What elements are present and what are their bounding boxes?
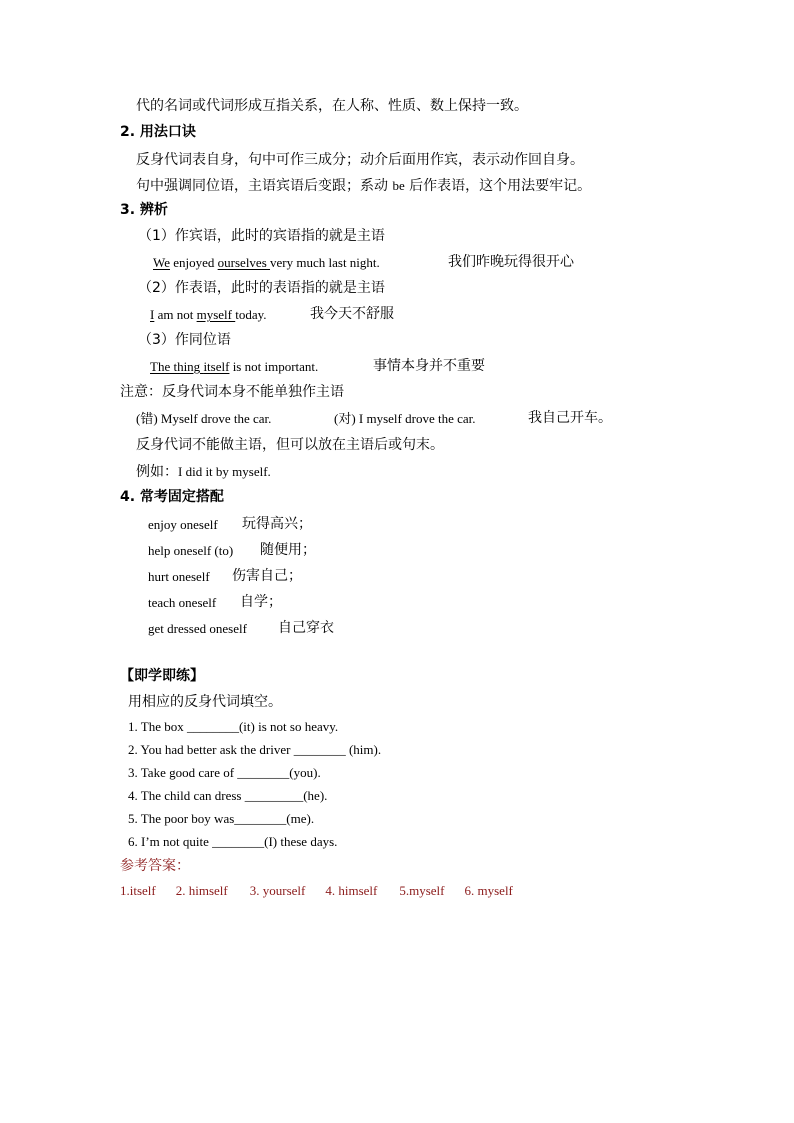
note-right-translation: 我自己开车。 bbox=[528, 410, 612, 426]
rhyme-line-2-part-b: 后作表语，这个用法要牢记。 bbox=[404, 178, 592, 194]
note-heading bbox=[120, 382, 344, 402]
collocation-zh: 自己穿衣 bbox=[278, 620, 334, 636]
case-1-translation: 我们昨晚玩得很开心 bbox=[448, 254, 574, 270]
section-3-heading: 3. 辨析 bbox=[120, 202, 168, 218]
case-1-rest: very much last night. bbox=[270, 255, 380, 270]
note-title: 注意：反身代词本身不能单独作主语 bbox=[120, 384, 344, 400]
section-2-heading: 2. 用法口诀 bbox=[120, 124, 196, 140]
answer-key-row bbox=[120, 881, 513, 901]
practice-question: 3. Take good care of ________(you). bbox=[128, 765, 321, 780]
answer-item: 2. himself bbox=[175, 883, 228, 898]
section-4-heading: 4. 常考固定搭配 bbox=[120, 489, 224, 505]
note-example bbox=[136, 462, 271, 482]
case-2-verb: am not bbox=[154, 307, 197, 322]
note-example-label: 例如： bbox=[136, 464, 178, 480]
collocation-zh: 玩得高兴； bbox=[242, 516, 312, 532]
case-2-subject: I bbox=[150, 307, 155, 322]
answer-item: 3. yourself bbox=[249, 883, 306, 898]
collocation-zh: 自学； bbox=[240, 594, 282, 610]
case-1-reflexive: ourselves bbox=[217, 255, 271, 270]
note-example-text: I did it by myself. bbox=[178, 464, 271, 479]
case-3-label: （3）作同位语 bbox=[138, 332, 231, 348]
case-3-reflexive: itself bbox=[203, 359, 230, 374]
practice-question: 1. The box ________(it) is not so heavy. bbox=[128, 719, 339, 734]
case-3-example bbox=[150, 357, 318, 377]
answer-item: 1.itself bbox=[120, 883, 156, 898]
practice-heading: 【即学即练】 bbox=[120, 668, 204, 684]
intro-line: 代的名词或代词形成互指关系，在人称、性质、数上保持一致。 bbox=[136, 98, 528, 114]
note-wrong-example: (错) Myself drove the car. bbox=[136, 411, 272, 426]
collocation-zh: 伤害自己； bbox=[232, 568, 302, 584]
case-1-subject: We bbox=[153, 255, 170, 270]
case-2-translation: 我今天不舒服 bbox=[310, 306, 394, 322]
rhyme-line-1: 反身代词表自身，句中可作三成分；动介后面用作宾，表示动作回自身。 bbox=[136, 152, 584, 168]
collocation-en: enjoy oneself bbox=[148, 517, 218, 532]
case-1-example bbox=[153, 253, 380, 273]
collocation-en: help oneself (to) bbox=[148, 543, 234, 558]
case-3-subject: The thing bbox=[150, 359, 204, 374]
answer-item: 6. myself bbox=[464, 883, 513, 898]
collocation-zh: 随便用； bbox=[260, 542, 316, 558]
case-2-example bbox=[150, 305, 267, 325]
case-2-reflexive: myself bbox=[196, 307, 236, 322]
practice-instruction: 用相应的反身代词填空。 bbox=[128, 694, 282, 710]
practice-question: 2. You had better ask the driver ________ (him). bbox=[128, 742, 382, 757]
practice-question: 5. The poor boy was________(me). bbox=[128, 811, 315, 826]
practice-question: 6. I’m not quite ________(I) these days. bbox=[128, 834, 338, 849]
case-1-verb: enjoyed bbox=[170, 255, 218, 270]
note-right-example: (对) I myself drove the car. bbox=[334, 411, 476, 426]
answer-item: 5.myself bbox=[399, 883, 445, 898]
case-2-rest: today. bbox=[235, 307, 267, 322]
case-3-rest: is not important. bbox=[229, 359, 319, 374]
note-line-2: 反身代词不能做主语，但可以放在主语后或句末。 bbox=[136, 437, 444, 453]
collocation-en: hurt oneself bbox=[148, 569, 210, 584]
answer-item: 4. himself bbox=[325, 883, 378, 898]
rhyme-line-2-be: be bbox=[392, 178, 405, 193]
answer-key-label: 参考答案： bbox=[120, 858, 190, 874]
practice-question: 4. The child can dress _________(he). bbox=[128, 788, 328, 803]
collocation-en: teach oneself bbox=[148, 595, 217, 610]
rhyme-line-2-part-a: 句中强调同位语，主语宾语后变跟；系动 bbox=[136, 178, 393, 194]
case-3-translation: 事情本身并不重要 bbox=[373, 358, 485, 374]
case-1-label: （1）作宾语，此时的宾语指的就是主语 bbox=[138, 228, 385, 244]
case-2-label: （2）作表语，此时的表语指的就是主语 bbox=[138, 280, 385, 296]
collocation-en: get dressed oneself bbox=[148, 621, 247, 636]
rhyme-line-2 bbox=[136, 176, 591, 196]
